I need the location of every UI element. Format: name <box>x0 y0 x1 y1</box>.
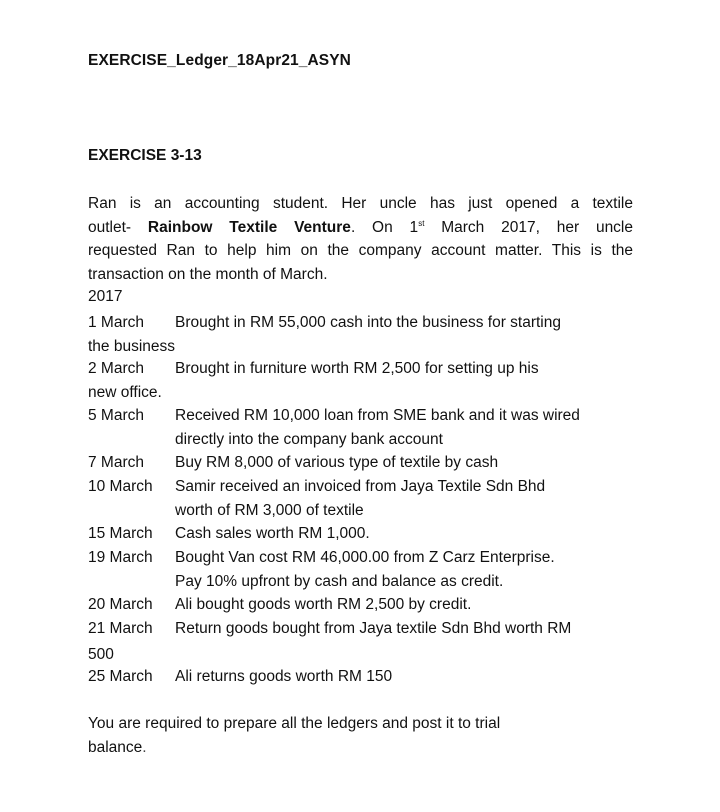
transaction-9 <box>88 617 648 666</box>
transaction-desc: Buy RM 8,000 of various type of textile by cash <box>175 454 499 471</box>
transaction-desc: Cash sales worth RM 1,000. <box>175 525 370 542</box>
transaction-date: 21 March <box>88 620 153 637</box>
transaction-desc-cont: Pay 10% upfront by cash and balance as credit. <box>175 572 504 590</box>
intro-line-2-pre: outlet- <box>88 218 148 236</box>
transaction-10 <box>88 665 648 689</box>
company-name: Rainbow Textile Venture <box>147 218 351 236</box>
transaction-date: 5 March <box>88 407 144 424</box>
transaction-desc: Brought in RM 55,000 cash into the business for starting <box>175 314 561 331</box>
transaction-desc: Ali bought goods worth RM 2,500 by credit. <box>175 596 472 613</box>
exercise-heading: EXERCISE 3-13 <box>88 147 202 164</box>
transaction-desc-wrap: 500 <box>88 645 114 663</box>
closing-line-2 <box>88 736 648 760</box>
closing-period: . <box>142 738 147 756</box>
transaction-desc: Samir received an invoiced from Jaya Textile Sdn Bhd <box>175 478 546 495</box>
transaction-4 <box>88 451 648 475</box>
transaction-5 <box>88 475 648 522</box>
transaction-desc: Bought Van cost RM 46,000.00 from Z Carz Enterprise. <box>175 549 555 566</box>
transaction-desc-wrap: the business <box>88 337 176 355</box>
transaction-date: 1 March <box>88 314 144 331</box>
transaction-date: 7 March <box>88 454 144 471</box>
transaction-3 <box>88 404 648 451</box>
intro-line-2-mid: . On 1 <box>350 218 419 236</box>
transaction-6 <box>88 522 648 546</box>
ordinal-suffix: st <box>418 218 425 228</box>
transaction-desc-cont: worth of RM 3,000 of textile <box>175 501 364 519</box>
transaction-8 <box>88 593 648 617</box>
transaction-date: 10 March <box>88 478 153 495</box>
transaction-date: 2 March <box>88 360 144 377</box>
intro-line-1: Ran is an accounting student. Her uncle has just opened a textile <box>88 195 633 212</box>
intro-line-2-post: March 2017, her uncle <box>424 218 633 236</box>
transaction-desc: Received RM 10,000 loan from SME bank and it was wired <box>175 407 580 424</box>
transaction-desc-cont: directly into the company bank account <box>175 430 443 448</box>
closing-instruction <box>88 712 648 759</box>
transaction-date: 19 March <box>88 549 153 566</box>
document-title: EXERCISE_Ledger_18Apr21_ASYN <box>88 52 351 69</box>
transaction-desc: Ali returns goods worth RM 150 <box>175 668 393 685</box>
transaction-2 <box>88 357 648 404</box>
transaction-date: 15 March <box>88 525 153 542</box>
transaction-date: 20 March <box>88 596 153 613</box>
intro-line-2 <box>88 216 633 240</box>
intro-line-4: transaction on the month of March. <box>88 265 328 283</box>
intro-paragraph <box>88 192 633 286</box>
transaction-desc: Brought in furniture worth RM 2,500 for setting up his <box>175 360 539 377</box>
year-label: 2017 <box>88 288 123 305</box>
closing-line-1: You are required to prepare all the ledgers and post it to trial <box>88 715 501 732</box>
transaction-date: 25 March <box>88 668 153 685</box>
intro-line-3: requested Ran to help him on the company account matter. This is the <box>88 242 633 259</box>
transaction-desc-wrap: new office. <box>88 383 162 401</box>
closing-line-2-text: balance <box>88 738 143 756</box>
transaction-7 <box>88 546 648 593</box>
transaction-1 <box>88 311 648 358</box>
transaction-desc: Return goods bought from Jaya textile Sdn Bhd worth RM <box>175 620 572 637</box>
